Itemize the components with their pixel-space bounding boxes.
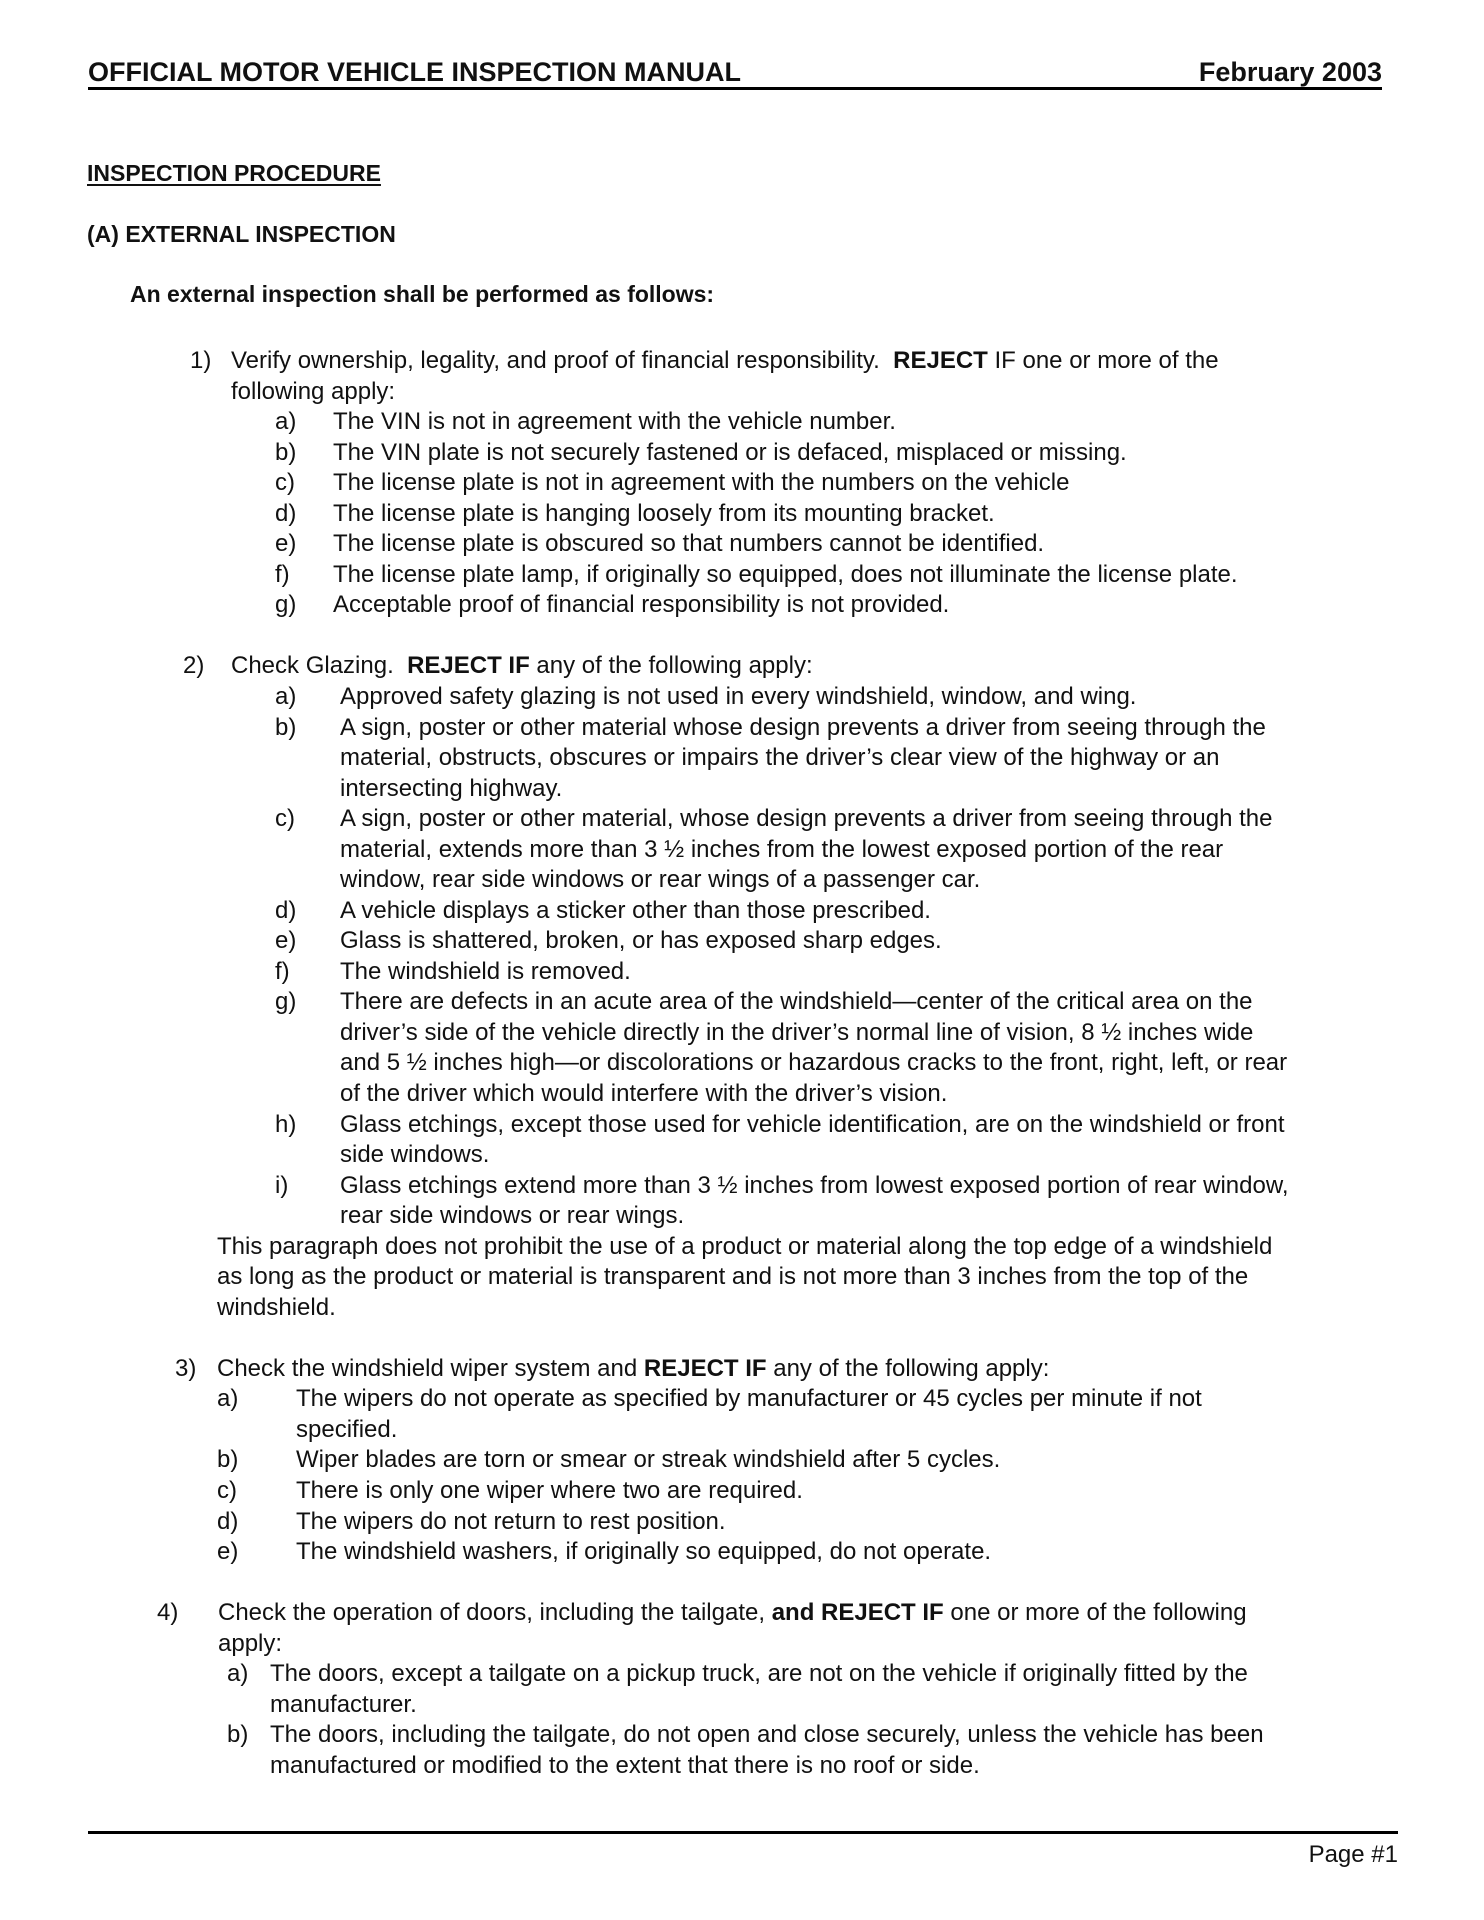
reject-keyword: and REJECT IF [771,1599,944,1627]
step-text: Check the windshield wiper system and [217,1354,644,1382]
criterion-letter: a) [275,408,297,436]
criterion-letter: i) [275,1171,289,1199]
manual-date: February 2003 [1198,57,1382,87]
intro-text: An external inspection shall be performed as follows: [130,281,715,307]
criterion-letter: c) [275,805,295,833]
criterion-text: material, extends more than 3 ½ inches from the lowest exposed portion of the rear [340,835,1224,863]
criterion-letter: a) [217,1385,239,1413]
step-text-line [231,377,395,407]
step-text-line [218,1598,1247,1628]
criterion-text: A sign, poster or other material, whose design prevents a driver from seeing through the [340,805,1273,833]
step-text: following apply: [231,377,396,405]
criterion-letter: a) [227,1660,249,1688]
step-text: any of the following apply: [529,652,813,680]
criterion-letter: g) [275,988,297,1016]
step-text-line [217,1354,1049,1384]
criterion-letter: e) [275,530,297,558]
criterion-text: The VIN is not in agreement with the vehicle number. [333,408,896,436]
criterion-letter: a) [275,682,297,710]
criterion-text: The license plate is obscured so that numbers cannot be identified. [333,530,1045,558]
criterion-text: material, obstructs, obscures or impairs the driver’s clear view of the highway or an [340,744,1220,771]
criterion-text: driver’s side of the vehicle directly in the driver’s normal line of vision, 8 ½ inches wide [340,1018,1254,1046]
criterion-text: Glass is shattered, broken, or has exposed sharp edges. [340,927,942,955]
criterion-text: The windshield is removed. [340,957,631,985]
step-text: any of the following apply: [766,1354,1050,1382]
criterion-text: The VIN plate is not securely fastened or is defaced, misplaced or missing. [333,438,1127,466]
criterion-letter: d) [275,896,297,924]
step-number: 1) [190,347,212,374]
criterion-text: Acceptable proof of financial responsibility is not provided. [333,591,950,619]
criterion-text: The windshield washers, if originally so equipped, do not operate. [296,1538,992,1566]
criterion-text: There is only one wiper where two are required. [296,1477,803,1504]
criterion-text: The wipers do not return to rest position. [296,1507,726,1535]
page-number: Page #1 [1308,1841,1398,1868]
criterion-letter: f) [275,957,290,985]
criterion-letter: f) [275,560,290,588]
step-note-line: as long as the product or material is transparent and is not more than 3 inches from the top of the [217,1263,1249,1291]
criterion-text: The wipers do not operate as specified by manufacturer or 45 cycles per minute if not [296,1385,1202,1413]
criterion-text: Wiper blades are torn or smear or streak windshield after 5 cycles. [296,1446,1001,1474]
criterion-text: rear side windows or rear wings. [340,1202,685,1230]
criterion-text: side windows. [340,1141,490,1168]
criterion-letter: e) [217,1538,239,1566]
criterion-text: The license plate lamp, if originally so equipped, does not illuminate the license plate. [333,560,1238,588]
criterion-text: Glass etchings, except those used for vehicle identification, are on the windshield or front [340,1110,1285,1138]
criterion-letter: c) [275,469,295,497]
criterion-text: and 5 ½ inches high—or discolorations or hazardous cracks to the front, right, left, or rear [340,1049,1288,1077]
criterion-text: The doors, including the tailgate, do not open and close securely, unless the vehicle has been [270,1721,1264,1749]
reject-keyword: REJECT [893,347,988,374]
criterion-text: of the driver which would interfere with the driver’s vision. [340,1080,948,1107]
reject-keyword: REJECT IF [407,652,530,680]
step-text: IF one or more of the [987,347,1219,374]
criterion-text: manufacturer. [270,1690,417,1718]
criterion-text: A vehicle displays a sticker other than those prescribed. [340,896,931,924]
criterion-letter: h) [275,1110,297,1138]
step-text-line [231,651,813,681]
criterion-text: window, rear side windows or rear wings of a passenger car. [340,866,981,894]
step-text: one or more of the following [943,1599,1247,1627]
step-text: apply: [218,1629,283,1657]
criterion-text: Glass etchings extend more than 3 ½ inches from lowest exposed portion of rear window, [340,1171,1289,1199]
step-text-line [231,346,1219,376]
criterion-text: manufactured or modified to the extent that there is no roof or side. [270,1751,980,1779]
criterion-letter: e) [275,927,297,955]
step-note-line: This paragraph does not prohibit the use of a product or material along the top edge of a windshield [217,1232,1273,1260]
criterion-text: There are defects in an acute area of the windshield—center of the critical area on the [340,988,1253,1016]
criterion-letter: b) [227,1721,249,1749]
criterion-letter: c) [217,1477,237,1504]
reject-keyword: REJECT IF [643,1354,767,1382]
criterion-text: The doors, except a tailgate on a pickup truck, are not on the vehicle if originally fitted by the [270,1660,1248,1688]
criterion-letter: g) [275,591,297,619]
criterion-text: specified. [296,1415,398,1443]
manual-title: OFFICIAL MOTOR VEHICLE INSPECTION MANUAL [88,57,742,87]
criterion-text: A sign, poster or other material whose design prevents a driver from seeing through the [340,713,1266,741]
footer-rule [88,1831,1398,1834]
criterion-text: intersecting highway. [340,774,563,802]
criterion-letter: b) [275,713,297,741]
step-number: 2) [183,652,205,680]
step-number: 4) [157,1599,179,1627]
subsection-title: (A) EXTERNAL INSPECTION [87,221,396,247]
step-text-line [218,1629,282,1659]
criterion-letter: b) [217,1446,239,1474]
section-title: INSPECTION PROCEDURE [87,160,381,186]
step-text: Check the operation of doors, including the tailgate, [218,1599,772,1627]
criterion-text: The license plate is hanging loosely from its mounting bracket. [333,499,995,527]
criterion-letter: b) [275,438,297,466]
step-number: 3) [175,1354,197,1382]
header-rule [88,87,1382,90]
criterion-text: The license plate is not in agreement with the numbers on the vehicle [333,469,1070,497]
criterion-text: Approved safety glazing is not used in every windshield, window, and wing. [340,682,1137,710]
step-text: Check Glazing. [231,652,408,680]
step-text: Verify ownership, legality, and proof of financial responsibility. [231,347,894,374]
criterion-letter: d) [217,1507,239,1535]
step-note-line: windshield. [217,1293,336,1321]
criterion-letter: d) [275,499,297,527]
